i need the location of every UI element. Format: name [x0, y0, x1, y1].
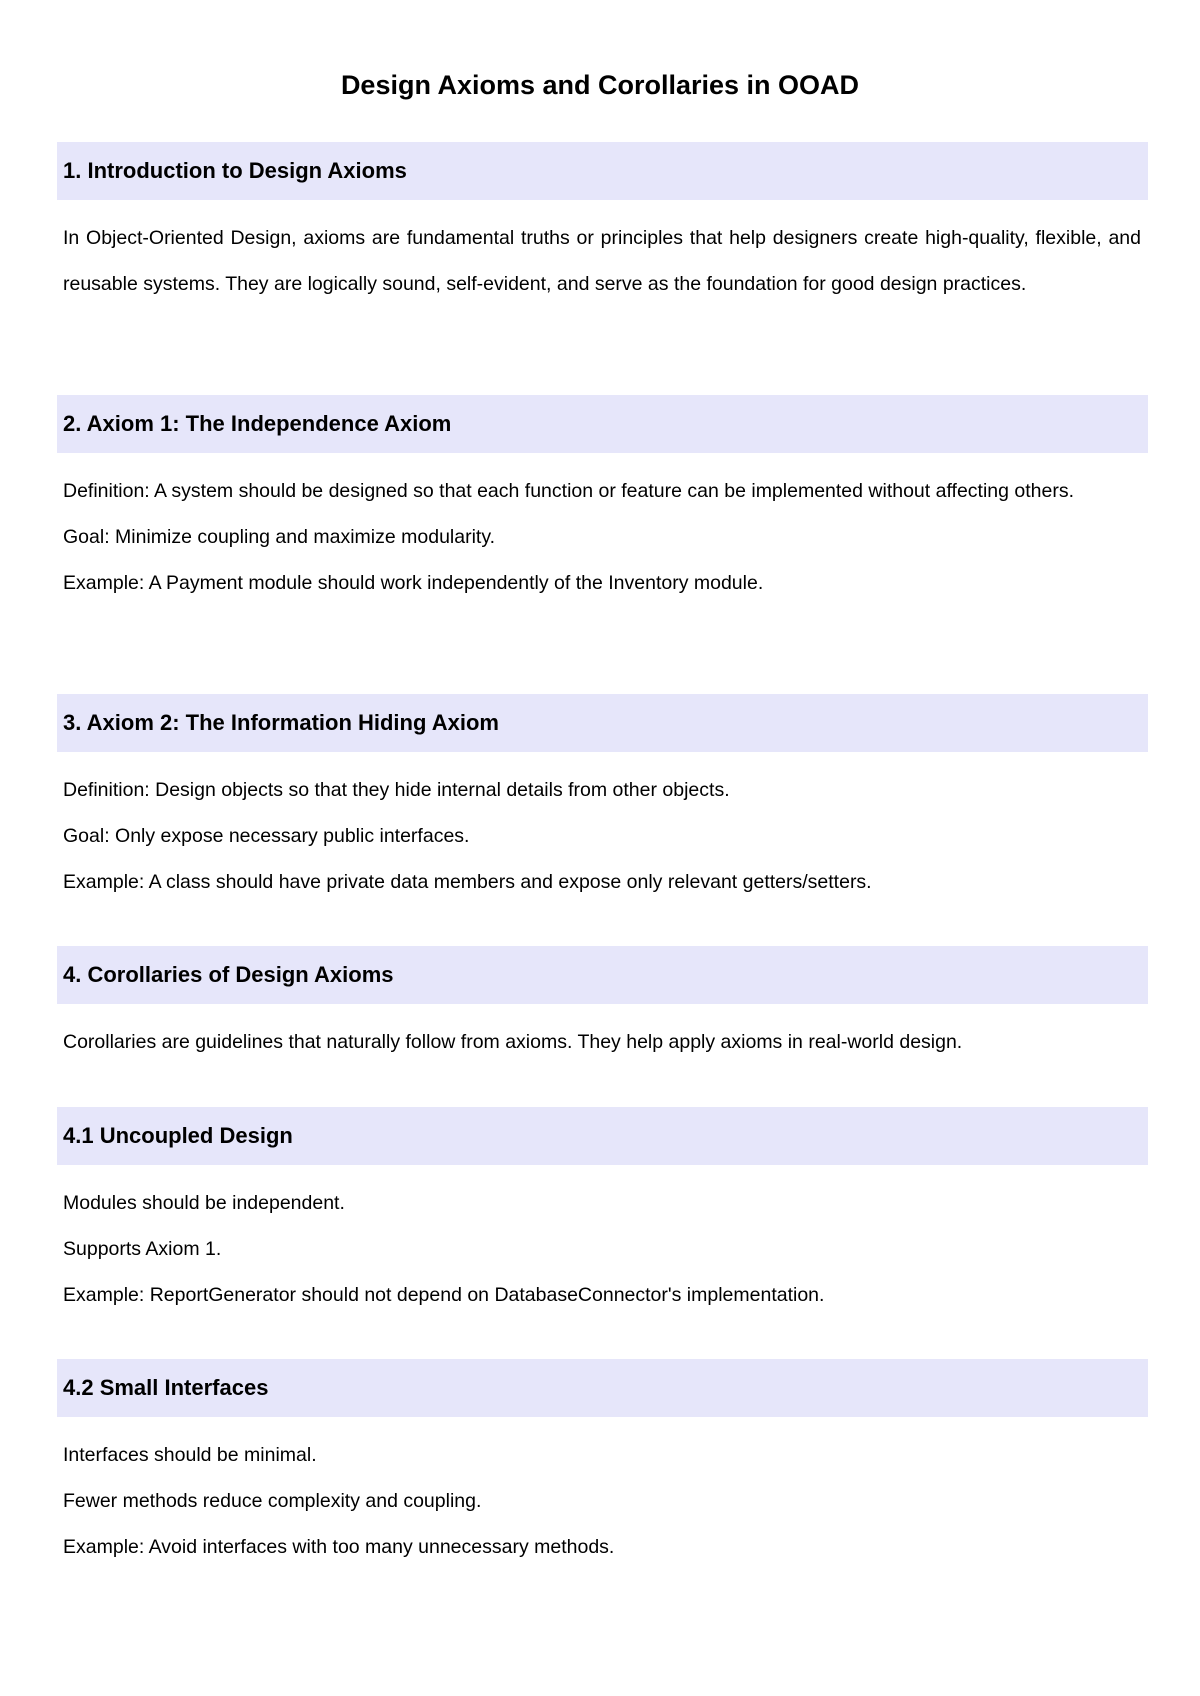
example-text: Example: Avoid interfaces with too many unnecessary methods. [63, 1536, 615, 1558]
section-body [57, 468, 1148, 606]
body-line: Interfaces should be minimal. [63, 1444, 317, 1466]
section-uncoupled-design [57, 1107, 1148, 1318]
section-body [57, 767, 1148, 905]
document-title: Design Axioms and Corollaries in OOAD [340, 70, 860, 100]
section-heading: 2. Axiom 1: The Independence Axiom [57, 395, 1148, 453]
body-line: Fewer methods reduce complexity and coupling. [63, 1490, 482, 1512]
example-text: Example: A Payment module should work independently of the Inventory module. [63, 572, 764, 594]
section-corollaries [57, 946, 1148, 1065]
section-heading: 4.1 Uncoupled Design [57, 1107, 1148, 1165]
section-body [57, 1019, 1148, 1065]
section-heading: 1. Introduction to Design Axioms [57, 142, 1148, 200]
section-body [57, 215, 1148, 307]
section-heading: 4. Corollaries of Design Axioms [57, 946, 1148, 1004]
section-heading: 4.2 Small Interfaces [57, 1359, 1148, 1417]
section-body [57, 1432, 1148, 1570]
section-information-hiding-axiom [57, 694, 1148, 905]
section-small-interfaces [57, 1359, 1148, 1570]
intro-paragraph: In Object-Oriented Design, axioms are fundamental truths or principles that help designers create high-quality, flexible, and reusable systems. They are logically sound, self-evident, and serve as the foundation for good design practices. [63, 227, 1141, 295]
definition-text: Definition: Design objects so that they hide internal details from other objects. [63, 779, 730, 801]
section-introduction [57, 142, 1148, 307]
corollaries-paragraph: Corollaries are guidelines that naturally follow from axioms. They help apply axioms in real-world design. [63, 1031, 963, 1053]
goal-text: Goal: Minimize coupling and maximize modularity. [63, 526, 496, 548]
goal-text: Goal: Only expose necessary public interfaces. [63, 825, 470, 847]
body-line: Supports Axiom 1. [63, 1238, 222, 1260]
example-text: Example: A class should have private data members and expose only relevant getters/setters. [63, 871, 872, 893]
definition-text: Definition: A system should be designed so that each function or feature can be implemented without affecting others. [63, 480, 1075, 502]
section-body [57, 1180, 1148, 1318]
example-text: Example: ReportGenerator should not depend on DatabaseConnector's implementation. [63, 1284, 825, 1306]
section-independence-axiom [57, 395, 1148, 606]
section-heading: 3. Axiom 2: The Information Hiding Axiom [57, 694, 1148, 752]
body-line: Modules should be independent. [63, 1192, 345, 1214]
